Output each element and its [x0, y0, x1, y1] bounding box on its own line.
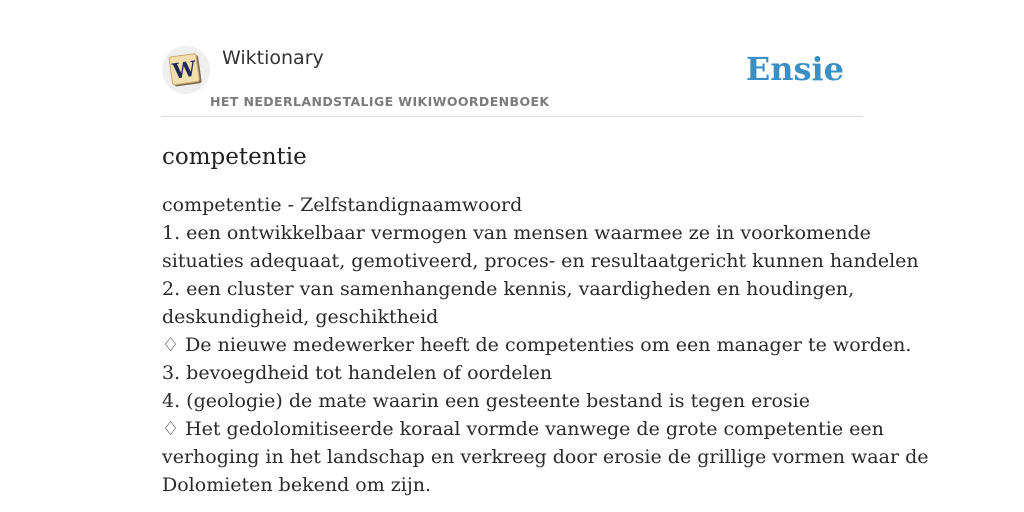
wiktionary-w-tile-icon: [162, 46, 210, 94]
definition-content: [162, 191, 929, 499]
definition-line: 3. bevoegdheid tot handelen of oordelen: [162, 362, 553, 384]
example-line: verhoging in het landschap en verkreeg door erosie de grillige vormen waar de: [162, 446, 929, 468]
definition-line: 1. een ontwikkelbaar vermogen van mensen waarmee ze in voorkomende: [162, 222, 871, 244]
site-header: [162, 40, 862, 117]
example-line: Dolomieten bekend om zijn.: [162, 474, 432, 496]
definition-card: [162, 40, 929, 499]
example-line: ♢ De nieuwe medewerker heeft de competenties om een manager te worden.: [162, 334, 912, 356]
word-type-line: competentie - Zelfstandignaamwoord: [162, 194, 523, 216]
wiktionary-logo-icon[interactable]: [162, 46, 210, 94]
definition-line: 4. (geologie) de mate waarin een gesteente bestand is tegen erosie: [162, 390, 810, 412]
example-line: ♢ Het gedolomitiseerde koraal vormde vanwege de grote competentie een: [162, 418, 884, 440]
definition-line: situaties adequaat, gemotiveerd, proces- en resultaatgericht kunnen handelen: [162, 250, 919, 272]
definition-line: 2. een cluster van samenhangende kennis, vaardigheden en houdingen,: [162, 278, 855, 300]
site-subtitle: HET NEDERLANDSTALIGE WIKIWOORDENBOEK: [210, 94, 550, 109]
site-name[interactable]: Wiktionary: [222, 47, 324, 69]
page-title: competentie: [162, 144, 307, 170]
svg-text:W: W: [170, 55, 198, 84]
definition-line: deskundigheid, geschiktheid: [162, 306, 439, 328]
ensie-brand-link[interactable]: Ensie: [745, 50, 844, 88]
